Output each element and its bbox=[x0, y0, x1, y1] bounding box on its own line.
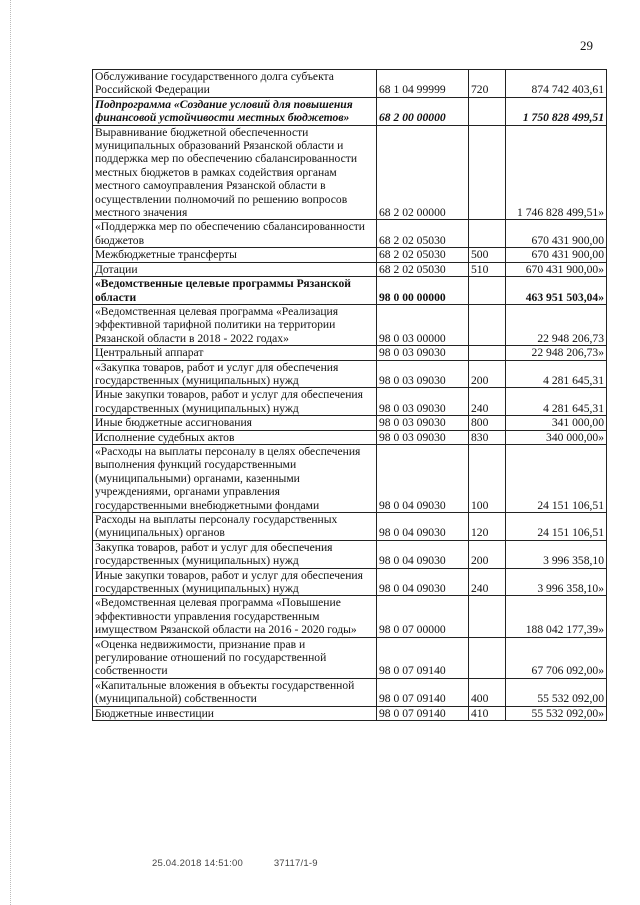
row-sum-cell: 4 281 645,31 bbox=[506, 388, 607, 416]
table-row bbox=[93, 706, 607, 720]
row-expense-type-cell bbox=[469, 637, 506, 678]
footer bbox=[152, 858, 346, 869]
table-row bbox=[93, 125, 607, 220]
row-sum-cell: 55 532 092,00» bbox=[506, 706, 607, 720]
table-row bbox=[93, 277, 607, 305]
margin-mark bbox=[10, 0, 12, 905]
row-name-cell: «Ведомственная целевая программа «Реализация эффективной тарифной политики на территории Рязанской области в 2018 - 2022 годах» bbox=[93, 304, 377, 345]
table-row bbox=[93, 678, 607, 706]
row-name-cell: Межбюджетные трансферты bbox=[93, 248, 377, 262]
row-code-cell: 68 2 02 05030 bbox=[377, 262, 469, 276]
row-expense-type-cell: 240 bbox=[469, 388, 506, 416]
row-code-cell: 98 0 07 09140 bbox=[377, 706, 469, 720]
row-sum-cell: 55 532 092,00 bbox=[506, 678, 607, 706]
row-name-cell: «Оценка недвижимости, признание прав и регулирование отношений по государственной собственности bbox=[93, 637, 377, 678]
row-name-cell: Выравнивание бюджетной обеспеченности муниципальных образований Рязанской области и поддержка мер по обеспечению сбалансированности местных бюджетов в рамках содействия органам местного самоуправления Рязанской области в осуществлении полномочий по решению вопросов местного значения bbox=[93, 125, 377, 220]
row-name-cell: Закупка товаров, работ и услуг для обеспечения государственных (муниципальных) нужд bbox=[93, 540, 377, 568]
row-name-cell: Бюджетные инвестиции bbox=[93, 706, 377, 720]
row-expense-type-cell bbox=[469, 277, 506, 305]
row-expense-type-cell: 720 bbox=[469, 70, 506, 98]
row-expense-type-cell bbox=[469, 125, 506, 220]
row-sum-cell: 22 948 206,73 bbox=[506, 304, 607, 345]
row-code-cell: 98 0 00 00000 bbox=[377, 277, 469, 305]
row-name-cell: Иные закупки товаров, работ и услуг для обеспечения государственных (муниципальных) нужд bbox=[93, 388, 377, 416]
row-expense-type-cell: 240 bbox=[469, 568, 506, 596]
table-row bbox=[93, 444, 607, 512]
row-code-cell: 98 0 07 09140 bbox=[377, 678, 469, 706]
row-name-cell: Обслуживание государственного долга субъекта Российской Федерации bbox=[93, 70, 377, 98]
row-name-cell: Иные бюджетные ассигнования bbox=[93, 416, 377, 430]
row-expense-type-cell: 410 bbox=[469, 706, 506, 720]
row-code-cell: 98 0 04 09030 bbox=[377, 513, 469, 541]
table-row bbox=[93, 304, 607, 345]
table-row bbox=[93, 220, 607, 248]
row-expense-type-cell bbox=[469, 220, 506, 248]
row-code-cell: 98 0 03 09030 bbox=[377, 360, 469, 388]
table-row bbox=[93, 596, 607, 637]
row-expense-type-cell bbox=[469, 304, 506, 345]
row-code-cell: 98 0 07 09140 bbox=[377, 637, 469, 678]
row-name-cell: Центральный аппарат bbox=[93, 346, 377, 360]
row-sum-cell: 340 000,00» bbox=[506, 430, 607, 444]
row-sum-cell: 22 948 206,73» bbox=[506, 346, 607, 360]
row-code-cell: 98 0 04 09030 bbox=[377, 568, 469, 596]
row-sum-cell: 67 706 092,00» bbox=[506, 637, 607, 678]
row-code-cell: 98 0 03 09030 bbox=[377, 388, 469, 416]
row-expense-type-cell: 510 bbox=[469, 262, 506, 276]
row-code-cell: 98 0 07 00000 bbox=[377, 596, 469, 637]
row-sum-cell: 188 042 177,39» bbox=[506, 596, 607, 637]
row-sum-cell: 670 431 900,00 bbox=[506, 248, 607, 262]
table-row bbox=[93, 568, 607, 596]
row-expense-type-cell: 200 bbox=[469, 540, 506, 568]
row-expense-type-cell: 200 bbox=[469, 360, 506, 388]
table-row bbox=[93, 248, 607, 262]
table-row bbox=[93, 262, 607, 276]
budget-table bbox=[92, 69, 607, 721]
row-expense-type-cell bbox=[469, 596, 506, 637]
row-sum-cell: 463 951 503,04» bbox=[506, 277, 607, 305]
row-name-cell: «Расходы на выплаты персоналу в целях обеспечения выполнения функций государственными (муниципальными) органами, казенными учреждениями, органами управления государственными внебюджетными фондами bbox=[93, 444, 377, 512]
row-code-cell: 98 0 03 00000 bbox=[377, 304, 469, 345]
row-name-cell: Дотации bbox=[93, 262, 377, 276]
table-row bbox=[93, 360, 607, 388]
row-sum-cell: 341 000,00 bbox=[506, 416, 607, 430]
row-code-cell: 98 0 04 09030 bbox=[377, 444, 469, 512]
footer-doc-id: 37117/1-9 bbox=[273, 858, 318, 869]
row-code-cell: 68 2 02 05030 bbox=[377, 248, 469, 262]
row-expense-type-cell: 500 bbox=[469, 248, 506, 262]
page-number: 29 bbox=[580, 38, 593, 53]
row-name-cell: Расходы на выплаты персоналу государственных (муниципальных) органов bbox=[93, 513, 377, 541]
budget-table-body bbox=[93, 70, 607, 721]
row-sum-cell: 24 151 106,51 bbox=[506, 513, 607, 541]
row-sum-cell: 874 742 403,61 bbox=[506, 70, 607, 98]
row-name-cell: Исполнение судебных актов bbox=[93, 430, 377, 444]
row-expense-type-cell: 100 bbox=[469, 444, 506, 512]
row-name-cell: «Ведомственные целевые программы Рязанской области bbox=[93, 277, 377, 305]
row-sum-cell: 1 746 828 499,51» bbox=[506, 125, 607, 220]
row-name-cell: «Капитальные вложения в объекты государственной (муниципальной) собственности bbox=[93, 678, 377, 706]
row-code-cell: 98 0 04 09030 bbox=[377, 540, 469, 568]
row-sum-cell: 670 431 900,00 bbox=[506, 220, 607, 248]
row-sum-cell: 3 996 358,10 bbox=[506, 540, 607, 568]
table-row bbox=[93, 388, 607, 416]
row-sum-cell: 3 996 358,10» bbox=[506, 568, 607, 596]
row-code-cell: 68 1 04 99999 bbox=[377, 70, 469, 98]
row-code-cell: 68 2 00 00000 bbox=[377, 97, 469, 125]
row-code-cell: 68 2 02 05030 bbox=[377, 220, 469, 248]
row-expense-type-cell: 830 bbox=[469, 430, 506, 444]
table-row bbox=[93, 97, 607, 125]
table-row bbox=[93, 430, 607, 444]
row-expense-type-cell: 400 bbox=[469, 678, 506, 706]
table-row bbox=[93, 637, 607, 678]
row-name-cell: Иные закупки товаров, работ и услуг для обеспечения государственных (муниципальных) нужд bbox=[93, 568, 377, 596]
row-name-cell: «Поддержка мер по обеспечению сбалансированности бюджетов bbox=[93, 220, 377, 248]
row-expense-type-cell: 800 bbox=[469, 416, 506, 430]
row-name-cell: Подпрограмма «Создание условий для повышения финансовой устойчивости местных бюджетов» bbox=[93, 97, 377, 125]
row-code-cell: 68 2 02 00000 bbox=[377, 125, 469, 220]
table-row bbox=[93, 540, 607, 568]
row-name-cell: «Ведомственная целевая программа «Повышение эффективности управления государственным имуществом Рязанской области на 2016 - 2020 годы» bbox=[93, 596, 377, 637]
row-name-cell: «Закупка товаров, работ и услуг для обеспечения государственных (муниципальных) нужд bbox=[93, 360, 377, 388]
row-expense-type-cell bbox=[469, 97, 506, 125]
row-sum-cell: 24 151 106,51 bbox=[506, 444, 607, 512]
row-expense-type-cell bbox=[469, 346, 506, 360]
footer-datetime: 25.04.2018 14:51:00 bbox=[152, 858, 243, 869]
row-code-cell: 98 0 03 09030 bbox=[377, 430, 469, 444]
table-row bbox=[93, 513, 607, 541]
row-code-cell: 98 0 03 09030 bbox=[377, 346, 469, 360]
table-row bbox=[93, 416, 607, 430]
row-sum-cell: 670 431 900,00» bbox=[506, 262, 607, 276]
row-code-cell: 98 0 03 09030 bbox=[377, 416, 469, 430]
table-row bbox=[93, 346, 607, 360]
row-sum-cell: 4 281 645,31 bbox=[506, 360, 607, 388]
row-sum-cell: 1 750 828 499,51 bbox=[506, 97, 607, 125]
table-row bbox=[93, 70, 607, 98]
row-expense-type-cell: 120 bbox=[469, 513, 506, 541]
